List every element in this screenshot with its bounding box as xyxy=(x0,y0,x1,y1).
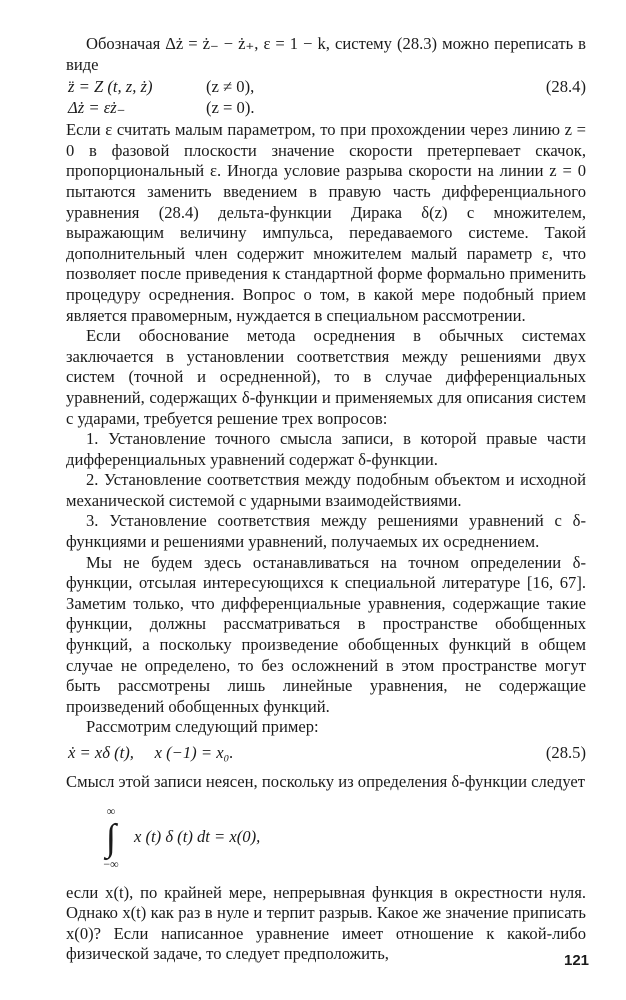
integral-equation xyxy=(66,793,586,883)
list-item-1: 1. Установление точного смысла записи, в которой правые части дифференциальных уравнений содержат δ-функции. xyxy=(66,429,586,469)
paragraph-intro: Обозначая Δż = ż₋ − ż₊, ε = 1 − k, систему (28.3) можно переписать в виде xyxy=(66,34,586,74)
equation-28-4-line1 xyxy=(66,77,586,98)
main-text xyxy=(66,34,586,965)
equation-28-4-condition1: (z ≠ 0), xyxy=(206,77,255,97)
integral-symbol xyxy=(98,805,124,871)
paragraph-continuity: если x(t), по крайней мере, непрерывная функция в окрестности нуля. Однако x(t) как раз в нуле и терпит разрыв. Какое же значение приписать x(0)? Если написанное уравнение имеет отношение к какой-либо физической задаче, то следует предположить, xyxy=(66,882,586,964)
equation-28-5 xyxy=(66,743,586,764)
equation-28-4-expr1: z̈ = Z (t, z, ż) xyxy=(68,77,153,97)
paragraph-meaning: Смысл этой записи неясен, поскольку из определения δ-функции следует xyxy=(66,772,586,791)
integral-lower-limit: −∞ xyxy=(103,856,119,871)
integral-sign: ∫ xyxy=(105,816,117,859)
equation-number-28-5: (28.5) xyxy=(545,743,586,762)
equation-28-4-expr2: Δż = εż₋ xyxy=(68,98,126,118)
paragraph-small-parameter: Если ε считать малым параметром, то при прохождении через линию z = 0 в фазовой плоскости значение скорости претерпевает скачок, пропорциональный ε. Иногда условие разрыва скорости на линии z = 0 пытаются заменить введением в правую часть дифференциального уравнения (28.4) дельта-функции Дирака δ(z) с множителем, выражающим величину импульса, передаваемого системе. Такой дополнительный член содержит множителем малый параметр ε, что позволяет после приведения к стандартной форме формально применить процедуру осреднения. Вопрос о том, в какой мере подобный прием является правомерным, нуждается в специальном рассмотрении. xyxy=(66,120,586,325)
list-item-3: 3. Установление соответствия между решениями уравнений с δ-функциями и решениями уравнений, получаемых их осреднением. xyxy=(66,511,586,552)
equation-28-5-expr: ẋ = xδ (t), x (−1) = x₀. xyxy=(68,743,234,762)
paragraph-delta-definition: Мы не будем здесь останавливаться на точном определении δ-функции, отсылая интересующихся к специальной литературе [16, 67]. Заметим только, что дифференциальные уравнения, содержащие такие функции, должны рассматриваться в пространстве обобщенных функций, а поскольку произведение обобщенных функций в общем случае не определено, то без осложнений в этом пространстве могут быть рассмотрены лишь линейные уравнения, не содержащие произведений обобщенных функций. xyxy=(66,552,586,716)
equation-28-4 xyxy=(66,77,586,119)
paragraph-averaging: Если обоснование метода осреднения в обычных системах заключается в установлении соответствия между решениями двух систем (точной и осредненной), то в случае дифференциальных уравнений, содержащих δ-функции и применяемых для описания систем с ударами, требуется решение трех вопросов: xyxy=(66,326,586,428)
equation-number-28-4: (28.4) xyxy=(545,77,586,97)
page-number: 121 xyxy=(564,952,590,969)
equation-28-4-line2 xyxy=(66,98,586,119)
equation-28-4-condition2: (z = 0). xyxy=(206,98,255,118)
paragraph-example: Рассмотрим следующий пример: xyxy=(86,717,319,737)
integral-body: x (t) δ (t) dt = x(0), xyxy=(134,827,261,847)
integral-upper-limit: ∞ xyxy=(106,803,116,818)
list-item-2: 2. Установление соответствия между подобным объектом и исходной механической системой с ударными взаимодействиями. xyxy=(66,470,586,510)
